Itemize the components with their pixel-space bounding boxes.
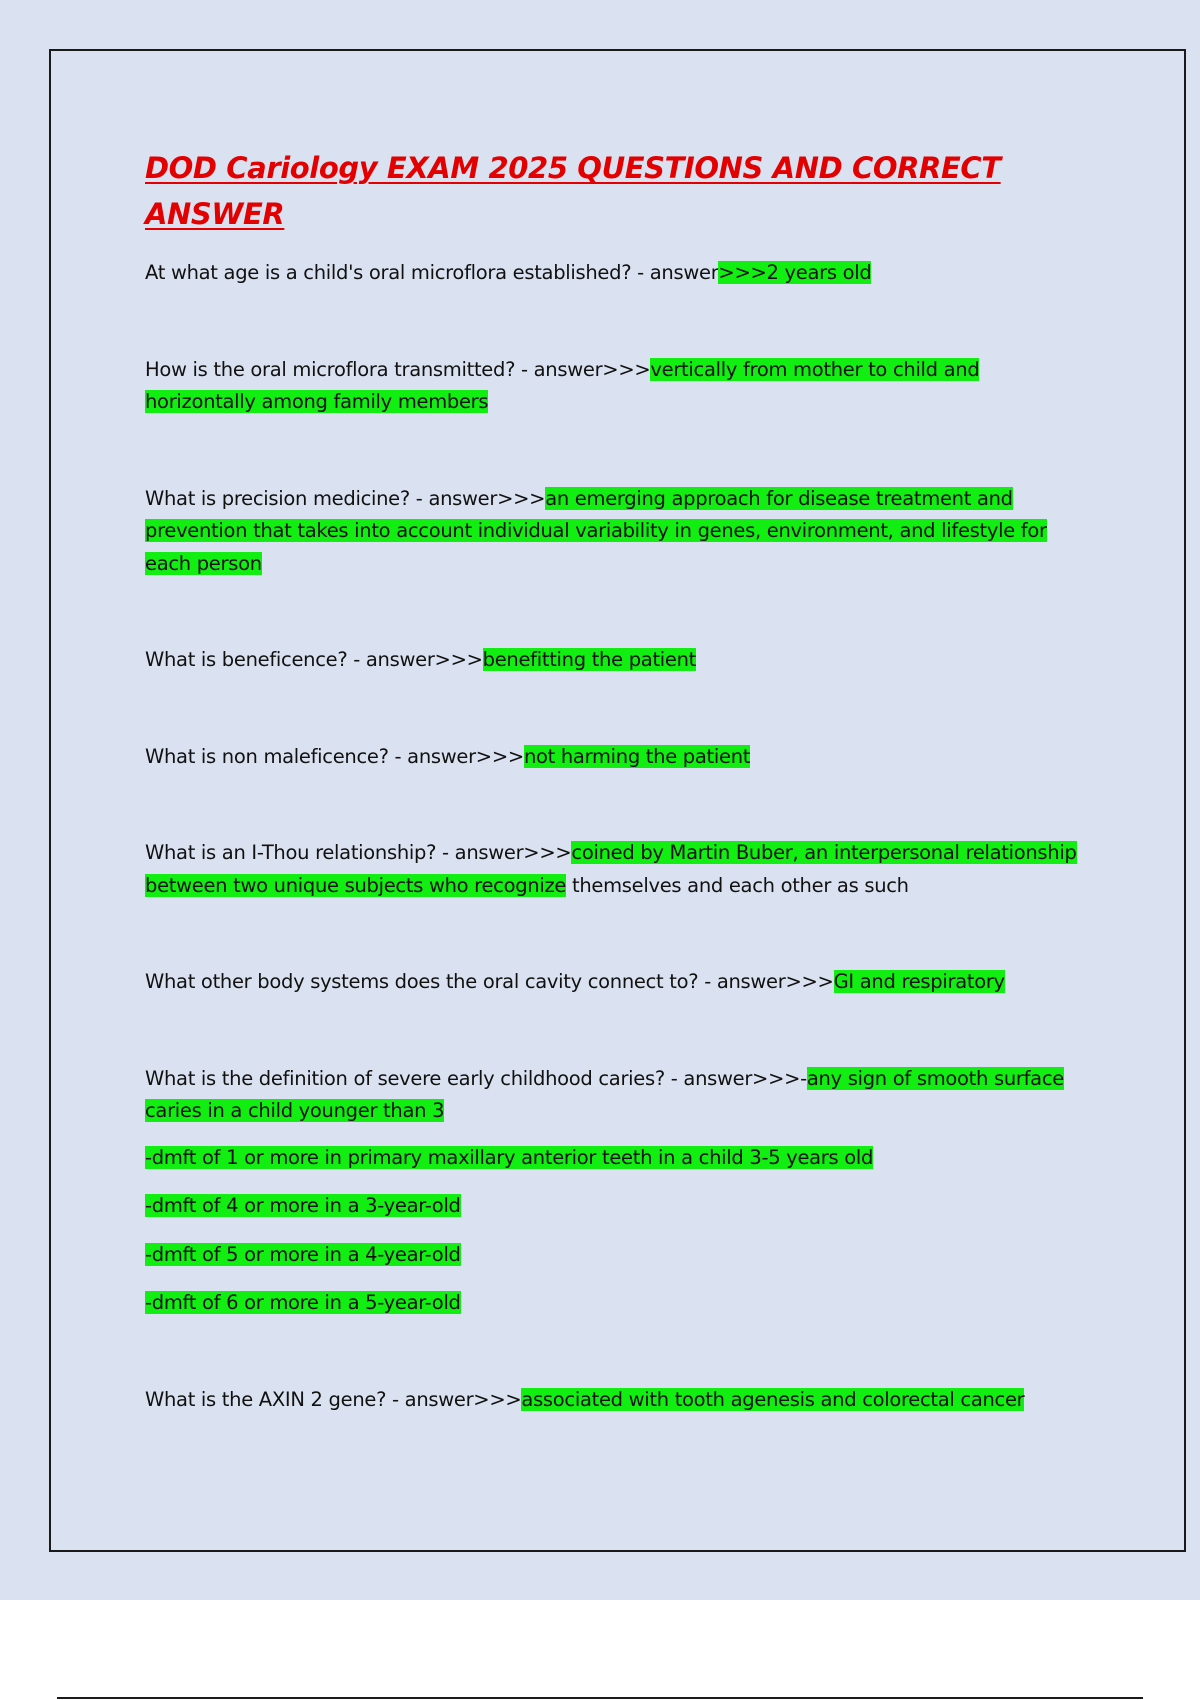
- answer-sub-item: -dmft of 1 or more in primary maxillary anterior teeth in a child 3-5 years old: [145, 1145, 874, 1169]
- answer-sub-item: -dmft of 5 or more in a 4-year-old: [145, 1242, 461, 1266]
- answer-text: an emerging approach for disease treatment and prevention that takes into account individual variability in genes, environment, and lifestyle for each person: [145, 486, 1047, 575]
- question-text: How is the oral microflora transmitted? - answer>>>: [145, 357, 651, 381]
- qa-item-beneficence: [145, 644, 1090, 677]
- question-text: At what age is a child's oral microflora established? - answer: [145, 261, 719, 284]
- question-text: What is the AXIN 2 gene? - answer>>>: [145, 1387, 522, 1411]
- question-text: What is precision medicine? - answer>>>: [145, 486, 546, 510]
- qa-item-precision-medicine: [145, 483, 1090, 581]
- question-text: What is the definition of severe early childhood caries? - answer>>>-: [145, 1066, 807, 1090]
- document-body: [145, 145, 1090, 1480]
- qa-item-non-maleficence: [145, 741, 1090, 774]
- qa-item-severe-ecc: [145, 1063, 1090, 1128]
- question-text: What is an I-Thou relationship? - answer>>>: [145, 841, 572, 864]
- answer-sub-item: -dmft of 4 or more in a 3-year-old: [145, 1194, 461, 1217]
- answer-continuation: themselves and each other as such: [566, 873, 909, 897]
- answer-sub-item: -dmft of 6 or more in a 5-year-old: [145, 1291, 461, 1314]
- answer-text: GI and respiratory: [833, 970, 1005, 993]
- document-title: DOD Cariology EXAM 2025 QUESTIONS AND CORRECT ANSWER: [145, 151, 1001, 231]
- answer-text: coined by Martin Buber, an interpersonal relationship between two unique subjects who recognize: [145, 841, 1077, 897]
- question-text: What is non maleficence? - answer>>>: [145, 744, 524, 768]
- qa-item-body-systems: [145, 966, 1090, 999]
- answer-text: not harming the patient: [523, 744, 751, 768]
- answer-text: benefitting the patient: [482, 648, 697, 671]
- qa-item-i-thou: [145, 837, 1090, 902]
- qa-item-transmission: [145, 354, 1090, 419]
- qa-item-axin2: [145, 1384, 1090, 1417]
- qa-item-age-microflora: [145, 257, 1090, 290]
- question-text: What other body systems does the oral cavity connect to? - answer>>>: [145, 970, 834, 993]
- answer-text: vertically from mother to child and horizontally among family members: [145, 357, 980, 413]
- footer-rule: [57, 1697, 1143, 1699]
- answer-text: any sign of smooth surface caries in a child younger than 3: [145, 1066, 1064, 1122]
- question-text: What is beneficence? - answer>>>: [145, 648, 483, 671]
- answer-text: >>>2 years old: [718, 261, 872, 284]
- answer-text: associated with tooth agenesis and colorectal cancer: [521, 1387, 1025, 1411]
